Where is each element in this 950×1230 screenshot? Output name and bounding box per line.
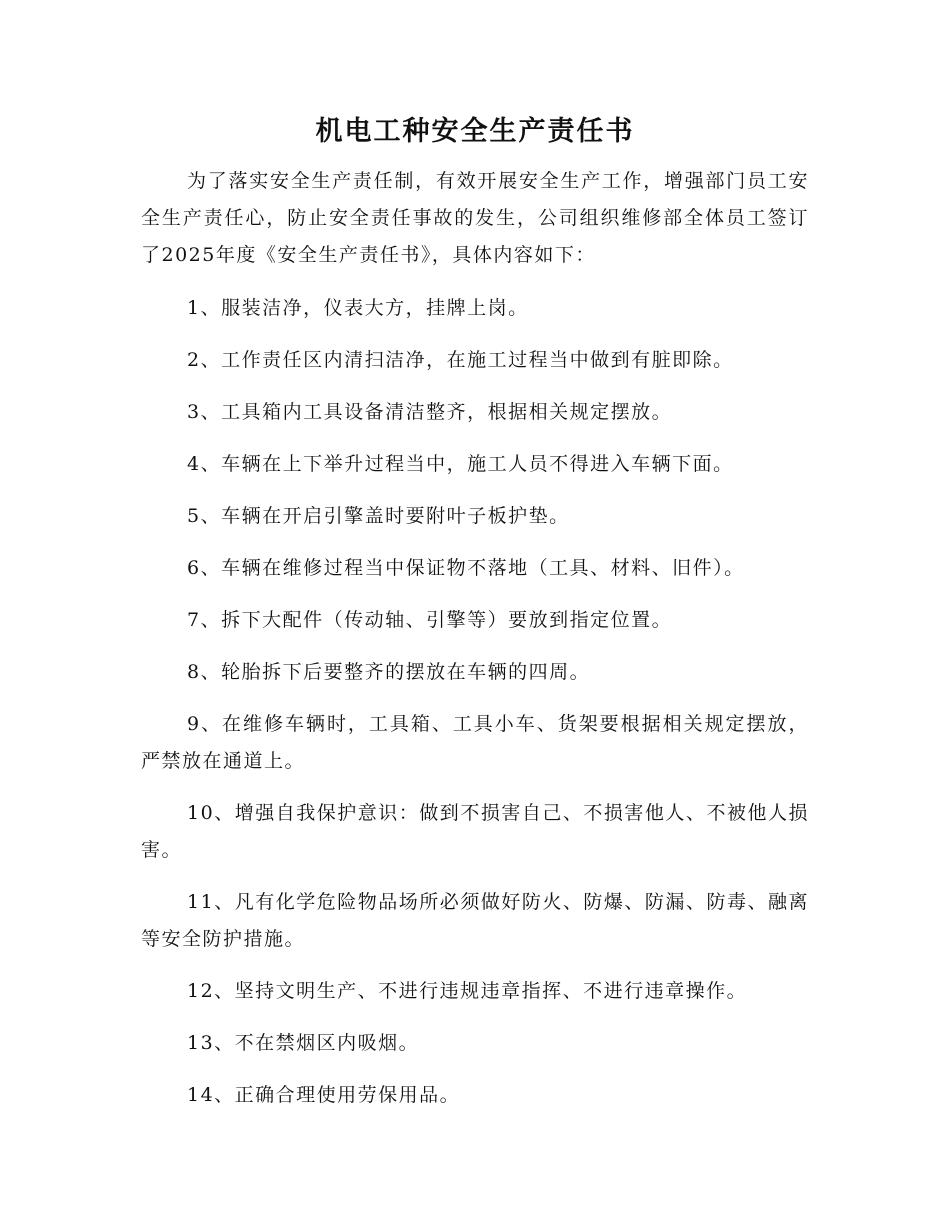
list-item: 14、正确合理使用劳保用品。 (187, 1084, 461, 1106)
list-item: 4、车辆在上下举升过程当中，施工人员不得进入车辆下面。 (187, 453, 734, 475)
list-item: 1、服装洁净，仪表大方，挂牌上岗。 (187, 297, 529, 319)
list-item: 3、工具箱内工具设备清洁整齐，根据相关规定摆放。 (187, 401, 673, 423)
document-body (141, 163, 809, 1129)
list-item: 10、增强自我保护意识：做到不损害自己、不损害他人、不被他人损害。 (141, 802, 809, 861)
list-item: 2、工作责任区内清扫洁净，在施工过程当中做到有脏即除。 (187, 349, 734, 371)
list-item: 6、车辆在维修过程当中保证物不落地（工具、材料、旧件）。 (187, 557, 745, 579)
intro-paragraph: 为了落实安全生产责任制，有效开展安全生产工作，增强部门员工安全生产责任心，防止安全责任事故的发生，公司组织维修部全体员工签订了2025年度《安全生产责任书》，具体内容如下： (141, 170, 809, 266)
list-item: 5、车辆在开启引擎盖时要附叶子板护垫。 (187, 505, 570, 527)
list-item: 7、拆下大配件（传动轴、引擎等）要放到指定位置。 (187, 609, 673, 631)
list-item: 9、在维修车辆时，工具箱、工具小车、货架要根据相关规定摆放，严禁放在通道上。 (141, 713, 809, 772)
list-item: 8、轮胎拆下后要整齐的摆放在车辆的四周。 (187, 661, 591, 683)
list-item: 12、坚持文明生产、不进行违规违章指挥、不进行违章操作。 (187, 980, 748, 1002)
document-title: 机电工种安全生产责任书 (315, 116, 635, 147)
list-item: 11、凡有化学危险物品场所必须做好防火、防爆、防漏、防毒、融离等安全防护措施。 (141, 891, 809, 950)
list-item: 13、不在禁烟区内吸烟。 (187, 1032, 420, 1054)
